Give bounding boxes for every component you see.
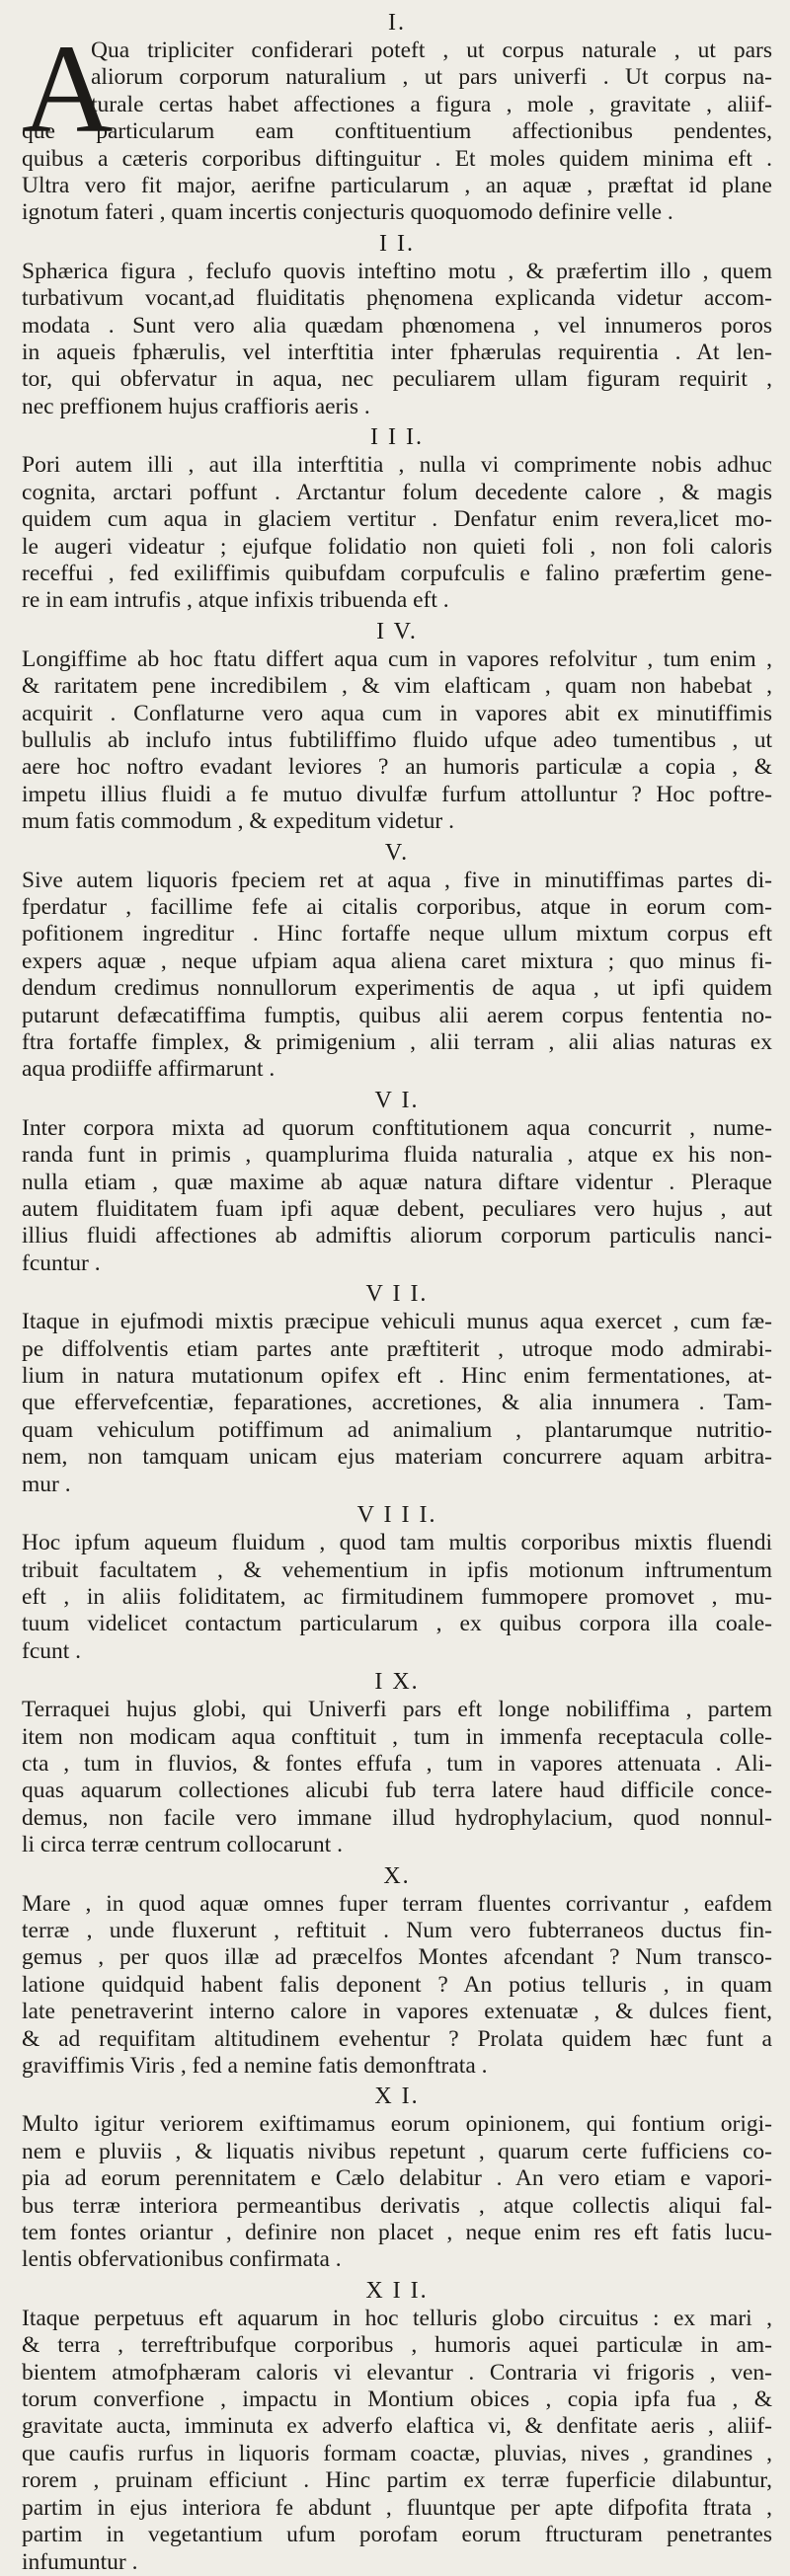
section-paragraph	[22, 646, 772, 836]
text-line: cta , tum in fluvios, & fontes effufa , tum in vapores attenuata . Ali-	[22, 1750, 772, 1777]
text-line: in aqueis fphærulis, vel interftitia inter fphærulas requirentia . At len-	[22, 340, 772, 366]
section-numeral: V I.	[374, 1087, 420, 1113]
text-line: Multo igitur veriorem exiftimamus eorum opinionem, qui fontium origi-	[22, 2111, 772, 2138]
text-line: Hoc ipfum aqueum fluidum , quod tam multis corporibus mixtis fluendi	[22, 1530, 772, 1556]
text-line: aere hoc noftro evadant leviores ? an humoris particulæ a copia , &	[22, 754, 772, 781]
text-line: receffui , fed exiliffimis quibufdam corpufculis e falino præfertim gene-	[22, 560, 772, 586]
section-paragraph	[22, 2111, 772, 2273]
section-numeral: I I.	[379, 230, 415, 257]
text-line: quidem cum aqua in glaciem vertitur . Denfatur enim revera,licet mo-	[22, 506, 772, 533]
section-numeral: V.	[384, 839, 410, 866]
text-line: nec preffionem hujus craffioris aeris .	[22, 393, 370, 419]
text-line: Terraquei hujus globi, qui Univerfi pars eft longe nobiliffima , partem	[22, 1697, 772, 1723]
text-line: partim in vegetantium ufum porofam eorum ftructuram penetrantes	[22, 2522, 772, 2548]
text-line: putarunt defæcatiffima fumptis, quibus alii aerem corpus fententia no-	[22, 1002, 772, 1028]
text-line: lium in natura mutationum opifex eft . Hinc enim fermentationes, at-	[22, 1363, 772, 1390]
text-line: modata . Sunt vero alia quædam phœnomena , vel innumeros poros	[22, 312, 772, 339]
text-line: Qua tripliciter confiderari poteft , ut corpus naturale , ut pars	[91, 38, 772, 63]
text-line: terræ , unde fluxerunt , reftituit . Num vero fubterraneos ductus fin-	[22, 1917, 772, 1943]
text-line: turale certas habet affectiones a figura , mole , gravitate , aliif-	[91, 91, 772, 117]
text-line: Longiffime ab hoc ftatu differt aqua cum in vapores refolvitur , tum enim ,	[22, 645, 772, 672]
text-line: turbativum vocant,ad fluiditatis phęnomena explicanda videtur accom-	[22, 285, 772, 312]
section-numeral: I.	[388, 10, 406, 36]
text-line: pia ad eorum perennitatem e Cælo delabitur . An vero etiam e vapori-	[22, 2165, 772, 2192]
text-line: eft , in aliis foliditatem, ac firmitudinem fummopere promovet , mu-	[22, 1583, 772, 1610]
section-paragraph	[22, 1891, 772, 2081]
text-line: pofitionem ingreditur . Hinc fortaffe neque ullum mixtum corpus eft	[22, 921, 772, 947]
text-line: Itaque perpetuus eft aquarum in hoc telluris globo circuitus : ex mari ,	[22, 2305, 772, 2331]
text-line: torum converfione , impactu in Montium obices , copia ipfa fua , &	[22, 2387, 772, 2413]
text-line: expers aquæ , neque ufpiam aqua aliena caret mixtura ; quo minus fi-	[22, 947, 772, 974]
text-line: nem e pluviis , & liquatis nivibus repetunt , quarum certe fufficiens co-	[22, 2138, 772, 2164]
text-line: bus terræ interiora permeantibus derivatis , atque collectis aliqui fal-	[22, 2192, 772, 2219]
section-paragraph	[22, 1530, 772, 1665]
text-line: autem fluiditatem fuam ipfi aquæ debent, peculiares vero hujus , aut	[22, 1196, 772, 1223]
section-numeral: I V.	[376, 618, 418, 644]
text-line: tem fontes oriantur , definire non placet , neque enim res eft fatis lucu-	[22, 2220, 772, 2246]
text-line: acquirit . Conflaturne vero aqua cum in vapores abit ex minutiffimis	[22, 700, 772, 726]
section-numeral: I X.	[374, 1669, 420, 1696]
text-line: aliorum corporum naturalium , ut pars univerfi . Ut corpus na-	[91, 64, 772, 91]
text-line: quas aquarum collectiones alicubi fub terra latere haud difficile conce-	[22, 1778, 772, 1804]
text-line: tribuit facultatem , & vehementium in ipfis motionum inftrumentum	[22, 1556, 772, 1583]
text-line: Pori autem illi , aut illa interftitia , nulla vi comprimente nobis adhuc	[22, 452, 772, 479]
section-numeral: V I I I.	[356, 1502, 437, 1529]
text-line: nulla etiam , quæ maxime ab aquæ natura diftare videntur . Pleraque	[22, 1169, 772, 1195]
text-line: tuum videlicet contactum particularum , ex quibus corpora illa coale-	[22, 1611, 772, 1637]
text-line: bullulis ab inclufo intus fubtiliffimo fluido ufque adeo tumentibus , ut	[22, 726, 772, 753]
text-line: quibus a cæteris corporibus diftinguitur . Et moles quidem minima eft .	[22, 145, 772, 172]
section-paragraph	[22, 1309, 772, 1498]
text-line: infumuntur .	[22, 2548, 138, 2575]
section-paragraph	[22, 2306, 772, 2576]
section-numeral: X.	[383, 1862, 411, 1889]
text-line: Sphærica figura , feclufo quovis inteftino motu , & præfertim illo , quem	[22, 258, 772, 284]
text-line: Inter corpora mixta ad quorum conftitutionem aqua concurrit , nume-	[22, 1114, 772, 1141]
text-line: item non modicam aqua conftituit , tum in immenfa receptacula colle-	[22, 1723, 772, 1750]
section-paragraph	[22, 19, 772, 227]
text-line: lentis obfervationibus confirmata .	[22, 2246, 342, 2273]
text-line: mum fatis commodum , & expeditum videtur .	[22, 808, 454, 835]
text-line: latione quidquid habent falis deponent ? An potius telluris , in quam	[22, 1971, 772, 1998]
text-line: cognita, arctari poffunt . Arctantur folum decedente calore , & magis	[22, 479, 772, 505]
text-line: ftra fortaffe fimplex, & primigenium , alii terram , alii alias naturas ex	[22, 1029, 772, 1055]
text-line: partim in ejus interiora fe abdunt , fluuntque per apte difpofita ftrata ,	[22, 2494, 772, 2521]
text-line: Mare , in quod aquæ omnes fuper terram fluentes corrivantur , eafdem	[22, 1890, 772, 1917]
section-numeral: X I.	[374, 2084, 420, 2110]
text-line: le augeri videatur ; ejufque folidatio non quieti foli , non foli caloris	[22, 533, 772, 560]
section-numeral: V I I.	[365, 1281, 429, 1308]
section-paragraph	[22, 1115, 772, 1277]
text-line: Ultra vero fit major, aerifne particularum , an aquæ , præftat id plane	[22, 173, 772, 199]
text-line: aqua prodiiffe affirmarunt .	[22, 1056, 276, 1083]
text-line: tor, qui obfervatur in aqua, nec peculiarem ullam figuram requirit ,	[22, 366, 772, 393]
section-paragraph	[22, 1697, 772, 1858]
section-paragraph	[22, 868, 772, 1084]
drop-cap: A	[22, 19, 114, 159]
text-line: & ad requifitam altitudinem evehentur ? Prolata quidem hæc funt a	[22, 2025, 772, 2052]
text-line: li circa terræ centrum collocarunt .	[22, 1832, 343, 1858]
text-line: demus, non facile vero immane illud hydrophylacium, quod nonnul-	[22, 1804, 772, 1831]
text-line: Itaque in ejufmodi mixtis præcipue vehiculi munus aqua exercet , cum fæ-	[22, 1309, 772, 1335]
text-line: nem, non tamquam unicam ejus materiam concurrere aquam arbitra-	[22, 1444, 772, 1471]
text-line: Sive autem liquoris fpeciem ret at aqua , five in minutiffimas partes di-	[22, 867, 772, 893]
text-line: re in eam intrufis , atque infixis tribuenda eft .	[22, 587, 449, 614]
text-line: randa funt in primis , quamplurima fluida naturalia , atque ex his non-	[22, 1142, 772, 1169]
text-line: dendum credimus nonnullorum experimentis de aqua , ut ipfi quidem	[22, 975, 772, 1002]
text-line: graviffimis Viris , fed a nemine fatis demonftrata .	[22, 2053, 488, 2079]
text-line: & terra , terreftribufque corporibus , humoris aquei particulæ in am-	[22, 2332, 772, 2359]
text-line: fcuntur .	[22, 1250, 101, 1276]
text-line: gravitate aucta, imminuta ex adverfo elaftica vi, & denfitate aeris , aliif-	[22, 2413, 772, 2440]
section-numeral: X I I.	[365, 2277, 429, 2304]
section-paragraph	[22, 259, 772, 420]
text-line: impetu illius fluidi a fe mutuo divulfæ furfum attolluntur ? Hoc poftre-	[22, 781, 772, 807]
text-line: bientem atmofphæram caloris vi elevantur . Contraria vi frigoris , ven-	[22, 2359, 772, 2386]
text-line: rorem , pruinam efficiunt . Hinc partim ex terræ fuperficie dilabuntur,	[22, 2467, 772, 2494]
text-line: mur .	[22, 1471, 71, 1497]
text-line: pe diffolventis etiam partes ante præftiterit , utroque modo admirabi-	[22, 1335, 772, 1362]
text-line: illius fluidi affectiones ab admiftis aliorum corporum particulis nanci-	[22, 1223, 772, 1250]
text-line: late penetraverint interno calore in vapores extenuatæ , & dulces fient,	[22, 1999, 772, 2025]
section-numeral: I I I.	[370, 424, 424, 451]
text-line: que effervefcentiæ, feparationes, accretiones, & alia innumera . Tam-	[22, 1390, 772, 1416]
text-line: gemus , per quos illæ ad præcelfos Montes afcendant ? Num transco-	[22, 1944, 772, 1971]
text-line: quam vehiculum potiffimum ad animalium , plantarumque nutritio-	[22, 1416, 772, 1443]
text-line: ignotum fateri , quam incertis conjecturis quoquomodo definire velle .	[22, 199, 673, 226]
text-line: que particularum eam conftituentium affectionibus pendentes,	[22, 118, 772, 145]
text-line: & raritatem pene incredibilem , & vim elafticam , quam non habebat ,	[22, 673, 772, 700]
text-line: fcunt .	[22, 1637, 82, 1664]
text-line: fperdatur , facillime fefe ai citalis corporibus, atque in eorum com-	[22, 893, 772, 920]
section-paragraph	[22, 452, 772, 614]
text-line: que caufis rurfus in liquoris formam coactæ, pluvias, nives , grandines ,	[22, 2440, 772, 2466]
